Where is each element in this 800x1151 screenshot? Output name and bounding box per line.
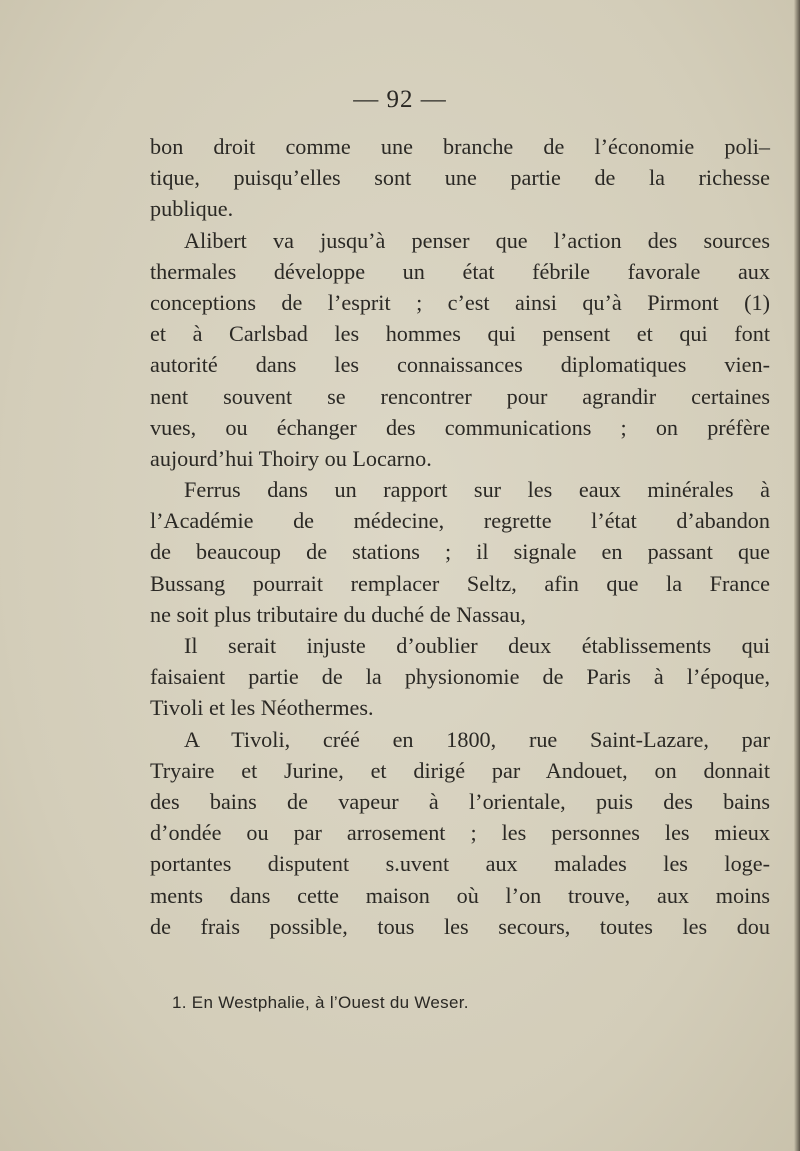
text-line: portantes disputent s.uvent aux malades les loge- xyxy=(150,851,770,877)
footnote: 1. En Westphalie, à l’Ouest du Weser. xyxy=(172,993,469,1012)
text-line: Il serait injuste d’oublier deux établissements qui xyxy=(184,633,770,658)
text-line: de frais possible, tous les secours, toutes les dou xyxy=(150,913,770,939)
text-line: aujourd’hui Thoiry ou Locarno. xyxy=(150,445,432,471)
text-line: et à Carlsbad les hommes qui pensent et qui font xyxy=(150,321,770,347)
text-line: Alibert va jusqu’à penser que l’action des sources xyxy=(184,227,770,253)
text-line: vues, ou échanger des communications ; on préfère xyxy=(150,414,770,440)
body-text xyxy=(150,131,770,942)
text-line: Tryaire et Jurine, et dirigé par Andouet, on donnait xyxy=(150,757,770,783)
text-line: des bains de vapeur à l’orientale, puis des bains xyxy=(150,788,770,814)
text-line: tique, puisqu’elles sont une partie de la richesse xyxy=(150,165,770,191)
text-line: conceptions de l’esprit ; c’est ainsi qu’à Pirmont (1) xyxy=(150,289,770,315)
text-line: bon droit comme une branche de l’économie poli– xyxy=(150,134,770,159)
text-line: d’ondée ou par arrosement ; les personnes les mieux xyxy=(150,820,770,846)
text-line: de beaucoup de stations ; il signale en passant que xyxy=(150,539,770,565)
page-number: — 92 — xyxy=(353,86,447,113)
text-line: Tivoli et les Néothermes. xyxy=(150,695,374,721)
text-line: nent souvent se rencontrer pour agrandir certaines xyxy=(150,383,770,409)
text-line: autorité dans les connaissances diplomatiques vien- xyxy=(150,352,770,378)
text-line: thermales développe un état fébrile favorale aux xyxy=(150,258,770,284)
text-line: Ferrus dans un rapport sur les eaux minérales à xyxy=(184,477,770,503)
text-line: ments dans cette maison où l’on trouve, aux moins xyxy=(150,882,770,908)
text-line: publique. xyxy=(150,196,234,222)
text-line: faisaient partie de la physionomie de Paris à l’époque, xyxy=(150,664,770,690)
text-line: A Tivoli, créé en 1800, rue Saint-Lazare, par xyxy=(184,726,770,752)
page-edge-shadow xyxy=(794,0,800,1151)
text-line: l’Académie de médecine, regrette l’état d’abandon xyxy=(150,508,770,534)
text-line: Bussang pourrait remplacer Seltz, afin que la France xyxy=(150,570,770,596)
text-line: ne soit plus tributaire du duché de Nassau, xyxy=(150,601,526,627)
